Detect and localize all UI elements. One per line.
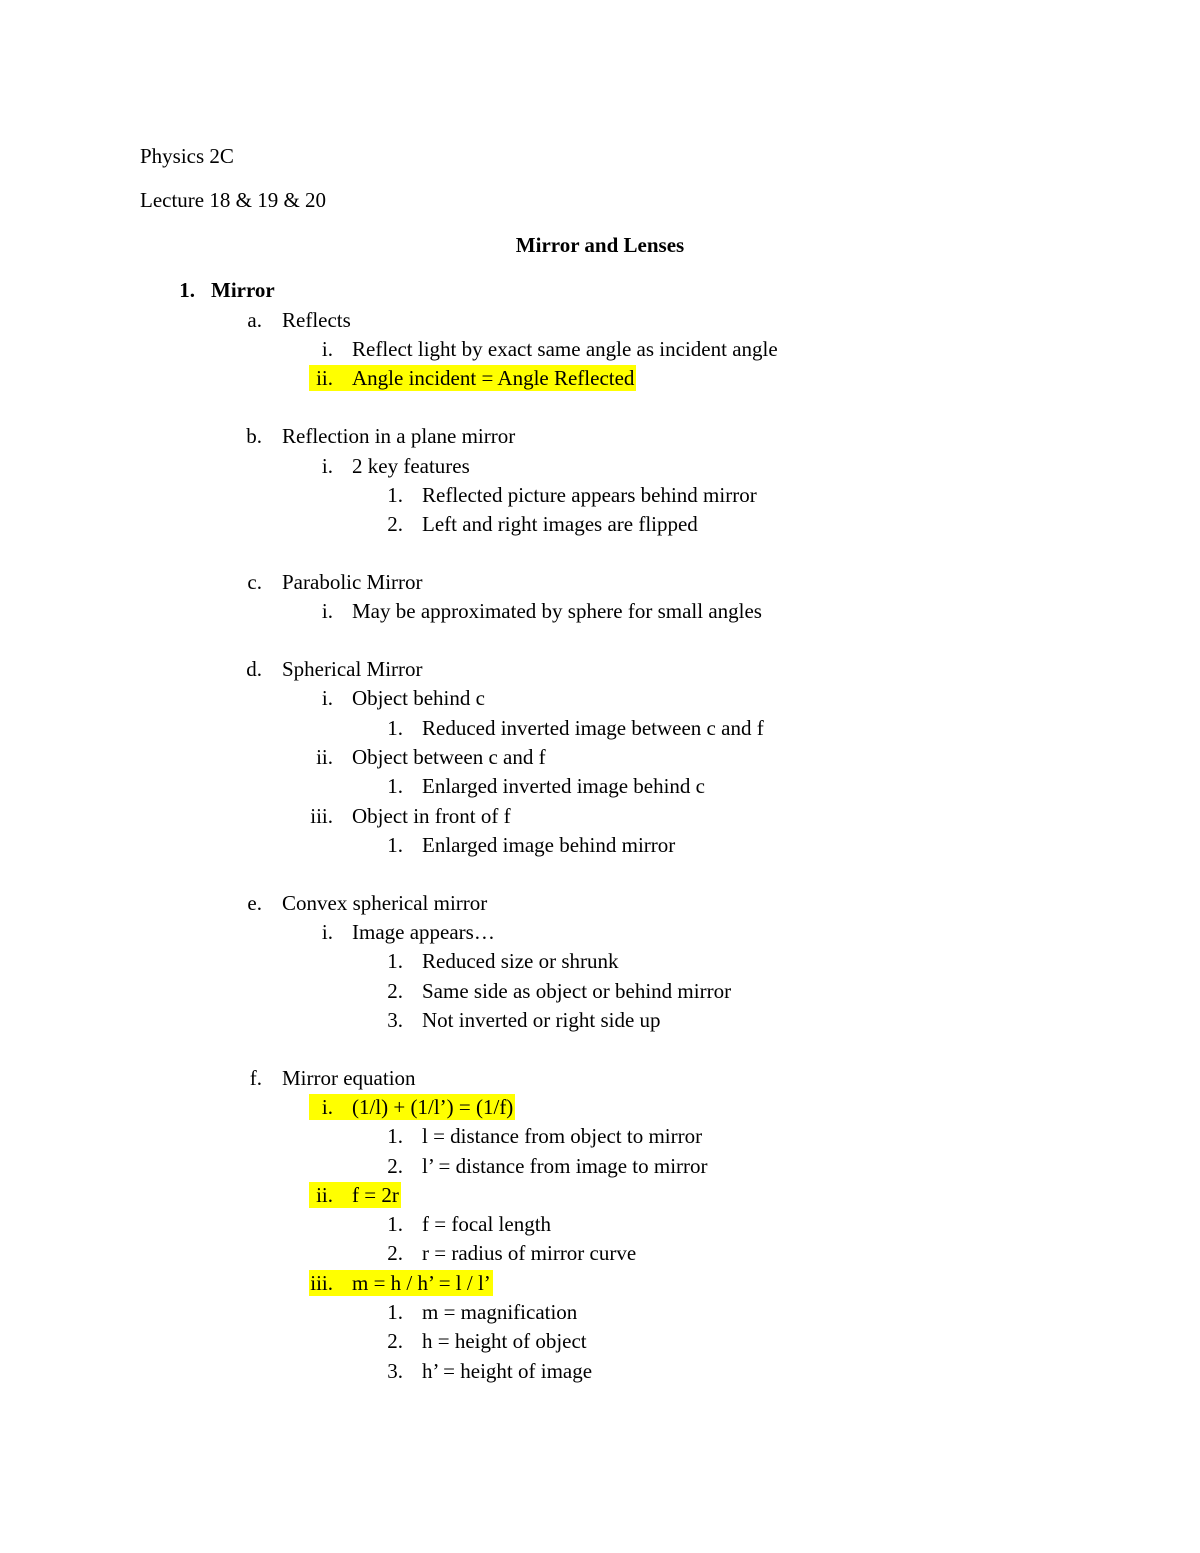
outline-item-d-2-line: [0, 742, 1200, 772]
outline-item-d-3-line: [0, 801, 1200, 831]
course-name: Physics 2C: [140, 144, 234, 168]
lecture-label: Lecture 18 & 19 & 20: [140, 188, 327, 212]
outline-item-c-marker: c.: [247, 569, 262, 594]
outline-item-d-3-1-line: [0, 830, 1200, 860]
outline-item-a-marker: a.: [247, 307, 262, 332]
outline-item-d-3-text: Object in front of f: [352, 803, 511, 828]
outline-item-f-1-1-marker: 1.: [387, 1124, 403, 1149]
outline-item-b-marker: b.: [246, 424, 262, 449]
outline-item-d-1-marker: i.: [321, 686, 333, 711]
outline-item-d-1-text: Object behind c: [352, 686, 485, 711]
outline-item-d-2-text: Object between c and f: [352, 744, 546, 769]
outline-item-b-text: Reflection in a plane mirror: [282, 424, 516, 449]
outline-item-c-1-marker: i.: [321, 599, 333, 624]
outline-item-d-1-1-line: [0, 713, 1200, 743]
outline-item-c-1-line: [0, 596, 1200, 626]
outline-item-e-1-2-text: Same side as object or behind mirror: [422, 978, 732, 1003]
outline-item-f-3-3-marker: 3.: [387, 1358, 403, 1383]
outline-item-f-2-1-line: [0, 1209, 1200, 1239]
outline-item-d-line: [0, 654, 1200, 684]
outline-item-f-1-line: [0, 1092, 1200, 1122]
outline-item-b-1-2-text: Left and right images are flipped: [422, 512, 698, 537]
outline-item-e-1-3-marker: 3.: [387, 1007, 403, 1032]
outline-item-e-marker: e.: [247, 890, 262, 915]
outline-item-d-2-1-line: [0, 771, 1200, 801]
outline-item-e-1-1-marker: 1.: [387, 949, 403, 974]
outline-item-d-1-line: [0, 683, 1200, 713]
outline-item-f-1-2-text: l’ = distance from image to mirror: [422, 1153, 708, 1178]
document-title: Mirror and Lenses: [515, 233, 685, 257]
outline-item-f-2-1-marker: 1.: [387, 1212, 403, 1237]
outline-item-f-3-line: [0, 1268, 1200, 1298]
outline-item-c-text: Parabolic Mirror: [282, 569, 423, 594]
course-line: [0, 141, 1200, 171]
outline-item-a-2-line: [0, 363, 1200, 393]
outline-item-a-1-marker: i.: [321, 337, 333, 362]
outline-item-c-1-text: May be approximated by sphere for small angles: [352, 599, 762, 624]
outline-item-a-1-text: Reflect light by exact same angle as incident angle: [352, 337, 778, 362]
outline-item-f-3-2-marker: 2.: [387, 1329, 403, 1354]
outline-item-b-1-2-marker: 2.: [387, 512, 403, 537]
outline-item-b-1-line: [0, 451, 1200, 481]
outline-item-a-2-text: Angle incident = Angle Reflected: [352, 366, 635, 391]
outline-item-a-2-marker: ii.: [316, 366, 333, 391]
outline-item-f-3-2-line: [0, 1326, 1200, 1356]
section-heading-text: Mirror: [211, 278, 275, 302]
outline-item-d-3-1-text: Enlarged image behind mirror: [422, 832, 676, 857]
outline-item-e-1-marker: i.: [321, 919, 333, 944]
outline-item-f-2-2-line: [0, 1238, 1200, 1268]
outline-item-e-1-3-text: Not inverted or right side up: [422, 1007, 661, 1032]
outline-item-b-1-marker: i.: [321, 453, 333, 478]
outline-item-c-line: [0, 567, 1200, 597]
outline-item-f-2-1-text: f = focal length: [422, 1212, 552, 1237]
outline-item-e-text: Convex spherical mirror: [282, 890, 488, 915]
outline-item-f-3-3-text: h’ = height of image: [422, 1358, 593, 1383]
outline-item-f-2-text: f = 2r: [352, 1182, 399, 1207]
outline-item-d-text: Spherical Mirror: [282, 657, 423, 681]
outline-item-f-2-marker: ii.: [316, 1182, 333, 1207]
outline-item-f-2-line: [0, 1180, 1200, 1210]
outline-item-f-2-2-marker: 2.: [387, 1241, 403, 1266]
outline-item-e-1-1-line: [0, 946, 1200, 976]
outline-item-f-text: Mirror equation: [282, 1065, 416, 1090]
lecture-line: [0, 185, 1200, 215]
outline-item-d-3-marker: iii.: [310, 803, 333, 828]
outline-item-f-3-1-marker: 1.: [387, 1300, 403, 1324]
section-heading-line: [0, 275, 1200, 305]
outline-item-d-1-1-text: Reduced inverted image between c and f: [422, 715, 764, 740]
outline-item-d-3-1-marker: 1.: [387, 832, 403, 857]
outline-item-f-3-2-text: h = height of object: [422, 1329, 587, 1354]
outline-item-f-line: [0, 1063, 1200, 1093]
outline-item-f-2-2-text: r = radius of mirror curve: [422, 1241, 637, 1266]
outline-item-e-1-2-line: [0, 976, 1200, 1006]
outline-item-f-3-marker: iii.: [310, 1270, 333, 1295]
outline-item-e-1-3-line: [0, 1005, 1200, 1035]
outline-item-f-1-1-text: l = distance from object to mirror: [422, 1124, 703, 1149]
outline-item-f-3-text: m = h / h’ = l / l’: [352, 1270, 491, 1295]
outline-item-f-1-2-line: [0, 1151, 1200, 1181]
outline-item-f-marker: f.: [249, 1065, 262, 1090]
outline-item-b-1-2-line: [0, 509, 1200, 539]
outline-item-f-3-1-line: [0, 1297, 1200, 1327]
outline-item-f-3-1-text: m = magnification: [422, 1300, 578, 1324]
outline-item-f-1-text: (1/l) + (1/l’) = (1/f): [352, 1094, 514, 1119]
outline-item-e-1-text: Image appears…: [352, 919, 495, 944]
outline-item-b-line: [0, 421, 1200, 451]
outline-item-d-2-1-marker: 1.: [387, 774, 403, 799]
outline-item-e-line: [0, 888, 1200, 918]
section-heading-marker: 1.: [179, 278, 195, 302]
outline-item-e-1-1-text: Reduced size or shrunk: [422, 949, 619, 974]
outline-item-f-3-3-line: [0, 1356, 1200, 1386]
outline-item-e-1-line: [0, 917, 1200, 947]
outline-item-b-1-1-marker: 1.: [387, 482, 403, 507]
outline-item-f-1-1-line: [0, 1121, 1200, 1151]
outline-item-f-1-marker: i.: [321, 1094, 333, 1119]
outline-item-a-1-line: [0, 334, 1200, 364]
outline-item-d-marker: d.: [246, 657, 262, 681]
outline-item-d-2-marker: ii.: [316, 744, 333, 769]
outline-item-b-1-1-line: [0, 480, 1200, 510]
outline-item-b-1-1-text: Reflected picture appears behind mirror: [422, 482, 757, 507]
outline-item-b-1-text: 2 key features: [352, 453, 470, 478]
outline-item-a-line: [0, 305, 1200, 335]
outline-item-d-1-1-marker: 1.: [387, 715, 403, 740]
outline-item-d-2-1-text: Enlarged inverted image behind c: [422, 774, 706, 799]
outline-item-a-text: Reflects: [282, 307, 351, 332]
outline-item-f-1-2-marker: 2.: [387, 1153, 403, 1178]
outline-item-e-1-2-marker: 2.: [387, 978, 403, 1003]
